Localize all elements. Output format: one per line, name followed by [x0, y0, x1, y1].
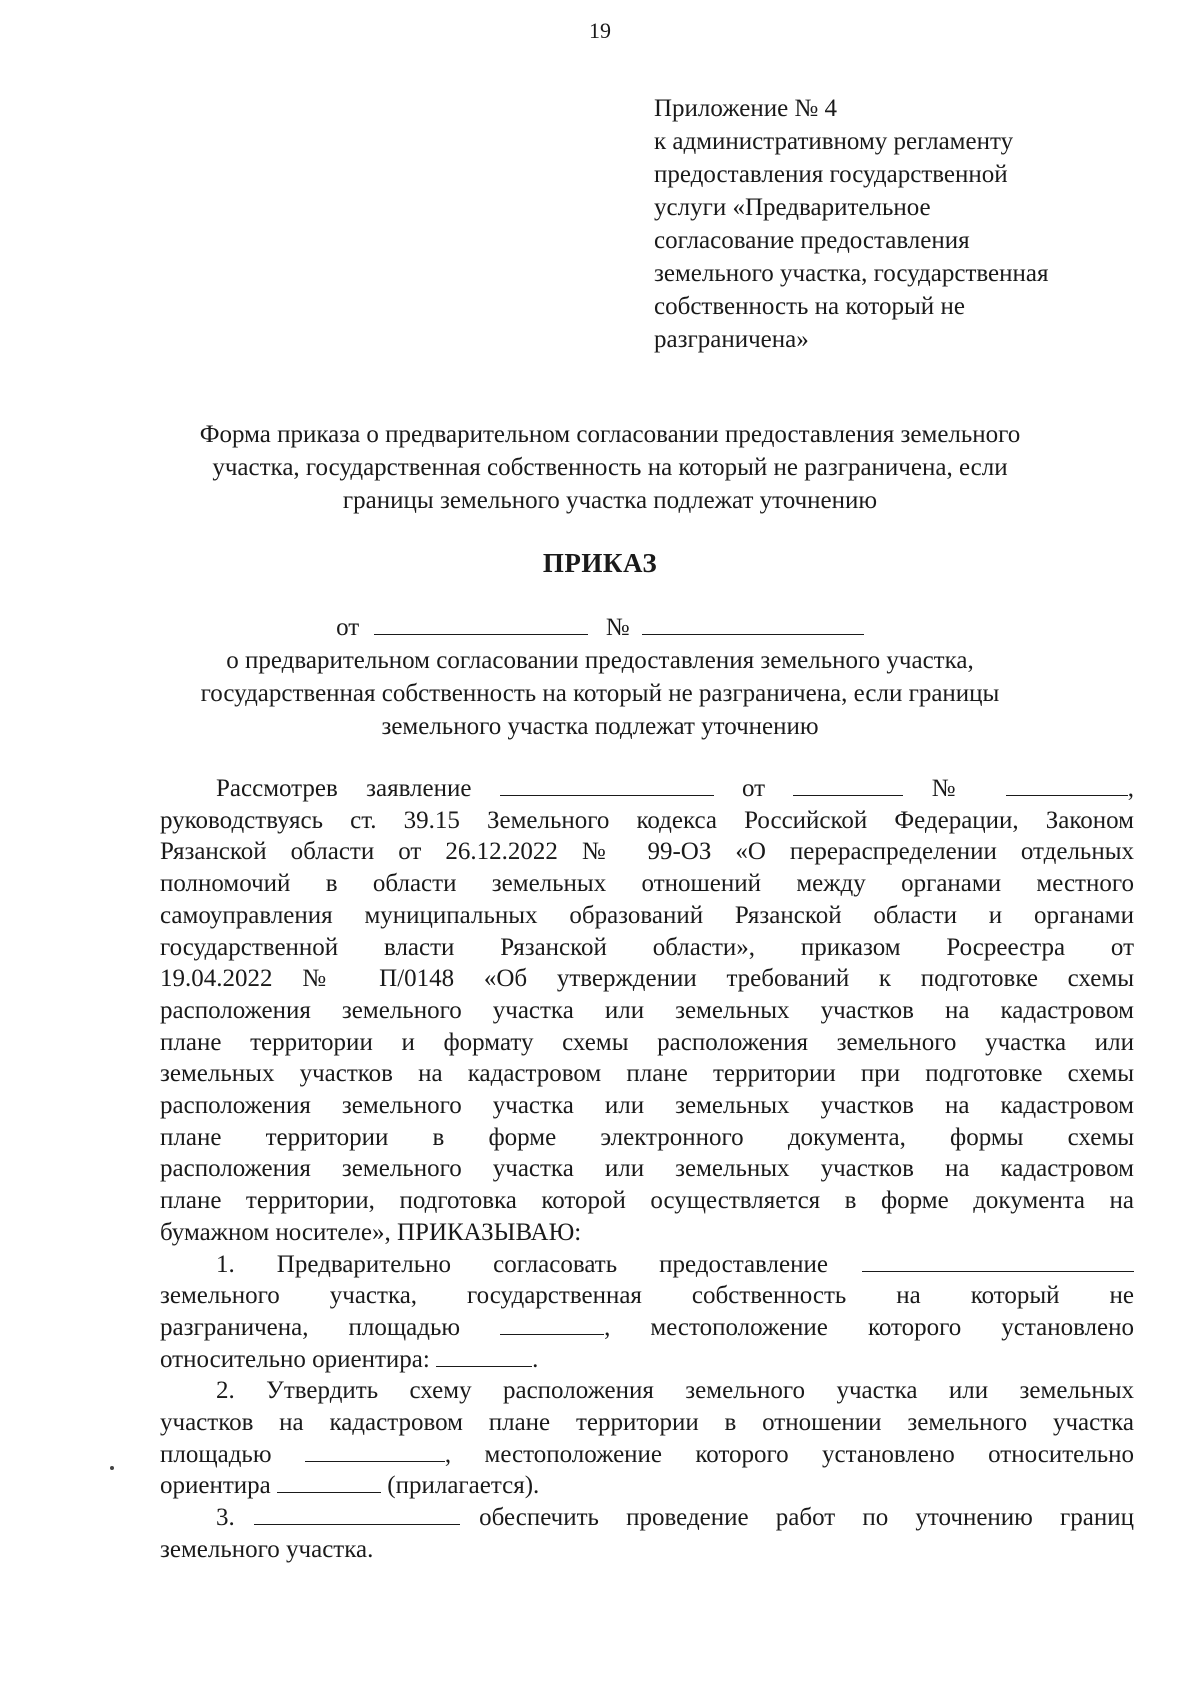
application-number-blank — [1006, 773, 1128, 796]
preamble-number-label: № — [931, 775, 978, 802]
appendix-line: согласование предоставления — [654, 227, 970, 254]
number-blank — [642, 612, 864, 635]
form-title-line: границы земельного участка подлежат уточнению — [342, 487, 878, 514]
appendix-line: земельного участка, государственная — [654, 260, 1049, 287]
item-2-line: 2. Утвердить схему расположения земельного участка или земельных — [216, 1377, 1134, 1405]
appendix-block — [654, 92, 1154, 356]
application-blank — [500, 773, 714, 796]
scan-dot-mark — [110, 1466, 114, 1470]
date-label: от — [336, 614, 360, 641]
order-heading: ПРИКАЗ — [542, 548, 658, 578]
form-title-line: Форма приказа о предварительном согласовании предоставления земельного — [199, 421, 1021, 448]
item-1-area-label: разграничена, площадью — [160, 1313, 461, 1341]
appendix-line: собственность на который не — [654, 293, 965, 320]
preamble-line: расположения земельного участка или земельных участков на кадастровом — [160, 996, 1134, 1024]
preamble-line: расположения земельного участка или земельных участков на кадастровом — [160, 1092, 1134, 1120]
preamble-last-line: бумажном носителе», ПРИКАЗЫВАЮ: — [160, 1218, 582, 1246]
preamble-word: Рассмотрев — [216, 775, 338, 802]
item-1-area-tail: , местоположение которого установлено — [604, 1313, 1134, 1341]
item-1-landmark-blank — [436, 1344, 532, 1367]
form-title — [140, 418, 1080, 517]
item-2-area-tail: , местоположение которого установлено относительно — [444, 1440, 1134, 1468]
application-number-field — [1006, 775, 1134, 802]
application-date-blank — [793, 773, 903, 796]
item-2-area-field — [305, 1441, 1134, 1468]
item-3-text: обеспечить проведение работ по уточнению границ — [479, 1504, 1135, 1532]
order-body — [160, 773, 1134, 1566]
page-number: 19 — [589, 18, 611, 43]
preamble-line: самоуправления муниципальных образований Рязанской области и органами — [160, 901, 1134, 929]
preamble-line: плане территории в форме электронного документа, формы схемы — [160, 1123, 1134, 1151]
appendix-line: к административному регламенту — [654, 128, 1014, 155]
item-2-area-line — [160, 1439, 1134, 1471]
appendix-line: Приложение № 4 — [654, 95, 838, 122]
preamble-line: расположения земельного участка или земельных участков на кадастровом — [160, 1155, 1134, 1183]
preamble-line: 19.04.2022 № П/0148 «Об утверждении требований к подготовке схемы — [160, 965, 1134, 993]
date-blank — [374, 612, 588, 635]
preamble-line: плане территории и формату схемы расположения земельного участка или — [160, 1028, 1134, 1056]
item-2-landmark-blank — [277, 1470, 381, 1493]
item-1-applicant-blank — [862, 1249, 1134, 1272]
order-subject — [150, 644, 1050, 743]
preamble-word: заявление — [366, 775, 472, 802]
item-3-first-line — [160, 1502, 1134, 1534]
item-1-landmark-line — [160, 1344, 1134, 1376]
preamble-line: руководствуясь ст. 39.15 Земельного кодекса Российской Федерации, Законом — [160, 806, 1134, 834]
item-3-line: земельного участка. — [160, 1535, 374, 1563]
item-1-landmark-label: относительно ориентира: — [160, 1345, 430, 1373]
preamble-first-line — [160, 773, 1134, 805]
item-1-text: 1. Предварительно согласовать предоставление — [216, 1250, 828, 1278]
order-subject-line: государственная собственность на который не разграничена, если границы — [200, 680, 1000, 707]
item-1-first-line — [160, 1249, 1134, 1281]
item-1-area-blank — [500, 1312, 604, 1335]
order-date-number-line — [0, 612, 1200, 642]
appendix-line: услуги «Предварительное — [654, 194, 931, 221]
preamble-line: Рязанской области от 26.12.2022 № 99-ОЗ «О перераспределении отдельных — [160, 838, 1134, 866]
order-subject-line: земельного участка подлежат уточнению — [381, 713, 819, 740]
appendix-line: разграничена» — [654, 326, 809, 353]
preamble-line: государственной власти Рязанской области», приказом Росреестра от — [160, 933, 1134, 961]
item-2-line: участков на кадастровом плане территории в отношении земельного участка — [160, 1409, 1134, 1437]
preamble-from-label: от — [742, 775, 766, 802]
item-2-landmark-tail: (прилагается). — [387, 1472, 540, 1500]
item-2-area-blank — [305, 1439, 445, 1462]
item-3-responsible-blank — [254, 1502, 460, 1525]
item-2-landmark-line — [160, 1470, 1134, 1502]
item-1-landmark-tail: . — [532, 1345, 539, 1373]
appendix-line: предоставления государственной — [654, 161, 1008, 188]
item-1-area-line — [160, 1312, 1134, 1344]
form-title-line: участка, государственная собственность на который не разграничена, если — [212, 454, 1008, 481]
number-label: № — [605, 614, 630, 641]
item-3-number: 3. — [216, 1504, 235, 1532]
preamble-line: плане территории, подготовка которой осуществляется в форме документа на — [160, 1187, 1134, 1215]
preamble-line: земельных участков на кадастровом плане территории при подготовке схемы — [160, 1060, 1134, 1088]
item-2-area-label: площадью — [160, 1440, 272, 1468]
item-2-landmark-label: ориентира — [160, 1472, 271, 1500]
item-1-area-field — [500, 1314, 1134, 1341]
item-1-line: земельного участка, государственная собственность на который не — [160, 1282, 1134, 1310]
order-subject-line: о предварительном согласовании предоставления земельного участка, — [226, 647, 974, 674]
preamble-line: полномочий в области земельных отношений между органами местного — [160, 870, 1134, 898]
preamble-comma: , — [1127, 775, 1135, 802]
